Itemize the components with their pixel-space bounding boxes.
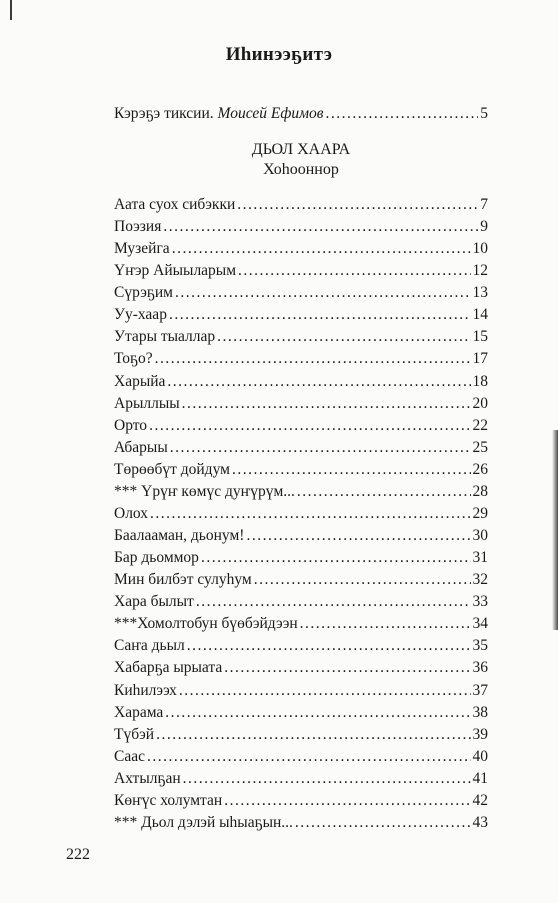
toc-entry-title: Саас	[114, 747, 145, 765]
dot-leader	[232, 460, 471, 480]
toc-entry-page: 17	[472, 350, 488, 368]
toc-entry	[114, 769, 488, 789]
toc-entry-page: 35	[472, 637, 488, 655]
toc-entry-title: Мин билбэт сулуһум	[114, 571, 252, 589]
dot-leader	[149, 416, 470, 436]
toc-entry	[114, 681, 488, 701]
toc-entry-title: Үҥэр Айыыларым	[114, 262, 237, 280]
toc-entry	[114, 636, 488, 656]
dot-leader	[163, 217, 478, 237]
toc-entry-page: 30	[472, 527, 488, 545]
toc-entry-page: 33	[472, 593, 488, 611]
dot-leader	[201, 548, 471, 568]
toc-entry-page: 20	[472, 394, 488, 412]
toc-entry-title: Тоҕо?	[114, 350, 153, 368]
dot-leader	[326, 104, 479, 124]
dot-leader	[165, 703, 470, 723]
toc-entry-page: 42	[472, 791, 488, 809]
scan-edge-mark	[10, 0, 12, 20]
toc-entry	[114, 658, 488, 678]
dot-leader	[155, 349, 471, 369]
toc-entry-title: Сүрэҕим	[114, 284, 173, 302]
dot-leader	[254, 570, 471, 590]
toc-entry-page: 26	[472, 460, 488, 478]
dot-leader	[187, 636, 471, 656]
toc-entry	[114, 614, 488, 634]
toc-entry-title: Аата суох сибэкки	[114, 196, 236, 213]
dot-leader	[237, 195, 478, 215]
toc-entry-title: Ахтылҕан	[114, 769, 181, 787]
dot-leader	[169, 305, 471, 325]
toc-entry	[114, 725, 488, 745]
toc-entry-page: 34	[472, 615, 488, 633]
toc-entry	[114, 460, 488, 480]
toc-entry-page: 28	[472, 482, 488, 500]
dot-leader	[295, 813, 471, 833]
toc-entry-page: 38	[472, 703, 488, 721]
dot-leader	[238, 261, 470, 281]
toc-entry-page: 32	[472, 571, 488, 589]
toc-intro-entry	[114, 104, 488, 124]
dot-leader	[224, 791, 470, 811]
toc-entry-page: 37	[472, 681, 488, 699]
toc-entry-page: 31	[472, 549, 488, 567]
toc-entry-page: 18	[472, 372, 488, 390]
toc-entry	[114, 703, 488, 723]
scan-edge-shadow	[552, 430, 558, 630]
toc-entry-page: 10	[472, 240, 488, 258]
dot-leader	[297, 482, 471, 502]
toc-entry	[114, 592, 488, 612]
dot-leader	[183, 769, 471, 789]
toc-entry-page: 29	[472, 504, 488, 522]
toc-entry	[114, 416, 488, 436]
dot-leader	[246, 526, 470, 546]
toc-entry-title: Саҥа дьыл	[114, 637, 185, 655]
toc-entry-title: *** Дьол дэлэй ыһыаҕын...	[114, 813, 293, 831]
toc-entry	[114, 327, 488, 347]
toc-entry-title: Харыйа	[114, 372, 166, 390]
toc-entry-title: Арыллыы	[114, 394, 180, 412]
intro-title: Кэрэҕэ тиксии.	[114, 105, 218, 122]
toc-entry-title: Көҥүс холумтан	[114, 791, 223, 809]
toc-entry-title: Харама	[114, 703, 164, 721]
toc-entry	[114, 504, 488, 524]
page-title: Иһинээҕитэ	[225, 44, 333, 65]
toc-entry-page: 39	[472, 725, 488, 743]
toc-entry-page: 25	[472, 438, 488, 456]
toc-entry-page: 43	[472, 813, 488, 831]
dot-leader	[179, 681, 471, 701]
toc-entry	[114, 349, 488, 369]
dot-leader	[182, 394, 471, 414]
toc-entry-page: 14	[472, 306, 488, 324]
toc-entry-page: 41	[472, 769, 488, 787]
toc-entry	[114, 438, 488, 458]
toc-entry-page: 12	[472, 262, 488, 280]
toc-entry	[114, 394, 488, 414]
dot-leader	[196, 592, 471, 612]
dot-leader	[147, 747, 471, 767]
toc-entry-title: Уу-хаар	[114, 306, 167, 324]
dot-leader	[167, 372, 470, 392]
toc-entry-title: ***Хомолтобун бүөбэйдээн	[114, 615, 298, 633]
toc-entry-title: Орто	[114, 416, 148, 434]
dot-leader	[217, 327, 470, 347]
page-number: 222	[66, 846, 90, 863]
toc-entry-title: Баалааман, дьонум!	[114, 527, 245, 545]
toc-entry-page: 36	[472, 659, 488, 677]
toc-entry	[114, 813, 488, 833]
section-heading: ДЬОЛ ХААРА	[251, 141, 351, 158]
dot-leader	[150, 504, 470, 524]
toc-entry	[114, 261, 488, 281]
dot-leader	[224, 658, 470, 678]
section-subheading: Хоһооннор	[263, 161, 339, 178]
toc-entry-title: Хабарҕа ырыата	[114, 659, 223, 677]
toc-entry	[114, 372, 488, 392]
toc-entry-title: Киһилээх	[114, 681, 177, 699]
toc-entry-page: 9	[480, 218, 488, 236]
toc-entry-page: 7	[480, 196, 488, 213]
toc-entry	[114, 482, 488, 502]
dot-leader	[170, 438, 471, 458]
toc-entry-page: 40	[472, 747, 488, 765]
dot-leader	[172, 239, 471, 259]
toc-entry	[114, 570, 488, 590]
dot-leader	[175, 283, 471, 303]
toc-entry	[114, 548, 488, 568]
toc-entry	[114, 283, 488, 303]
toc-entry	[114, 791, 488, 811]
toc-entry-title: *** Үрүҥ көмүс дуҥүрүм...	[114, 482, 295, 500]
toc-entry	[114, 747, 488, 767]
toc-entry-page: 15	[472, 328, 488, 346]
toc-entry-page: 22	[472, 416, 488, 434]
toc-entry	[114, 195, 488, 215]
toc-entry-title: Музейга	[114, 240, 170, 258]
intro-author: Моисей Ефимов	[217, 105, 324, 122]
dot-leader	[156, 725, 470, 745]
toc-entry	[114, 217, 488, 237]
toc-entry-page: 13	[472, 284, 488, 302]
toc-entry-title: Олох	[114, 504, 149, 522]
toc-entry-title: Төрөөбүт дойдум	[114, 460, 230, 478]
toc-entry-title: Утары тыаллар	[114, 328, 216, 346]
dot-leader	[300, 614, 471, 634]
toc-entry	[114, 305, 488, 325]
toc-entry-title: Поэзия	[114, 218, 162, 236]
toc-entry-title	[114, 104, 324, 124]
toc-entry-title: Түбэй	[114, 725, 155, 743]
toc-entry	[114, 239, 488, 259]
toc-entry	[114, 526, 488, 546]
toc-entry-page: 5	[480, 105, 488, 122]
toc-entry-title: Абарыы	[114, 438, 168, 456]
toc-entry-title: Хара былыт	[114, 593, 194, 611]
toc-entry-title: Бар дьоммор	[114, 549, 199, 567]
